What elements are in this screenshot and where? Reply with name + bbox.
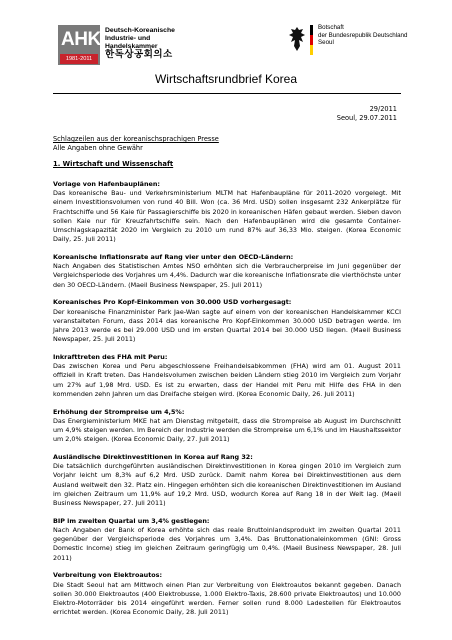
- article-text: Der koreanische Finanzminister Park Jae-Wan sagte auf einem von der koreanischen Handelskammer KCCI veranstalteten Forum, dass 2014 das koreanische Pro Kopf-Einkommen 30.000 USD betragen werde. Im Jahre 2013 werde es bei 29.000 USD und im ersten Quartal 2014 bei 30.000 USD liegen. (Maeil Business Newspaper, 25. Juli 2011): [53, 307, 401, 344]
- source-heading: Schlagzeilen aus der koreanischsprachigen Presse: [53, 135, 219, 143]
- article: [53, 353, 401, 399]
- article-text: Das zwischen Korea und Peru abgeschlossene Freihandelsabkommen (FHA) wird am 01. August 2011 offiziell in Kraft treten. Das Handelsvolumen zwischen beiden Ländern stieg 2010 im Vergleich zum Vorjahr um 27% auf 1,98 Mrd. USD. Es ist zu erwarten, dass der Handel mit Peru mit Hilfe des FHA in den kommenden zehn Jahren um das Dreifache steigen wird. (Korea Economic Daily, 26. Juli 2011): [53, 362, 401, 398]
- article-headline: Erhöhung der Strompreise um 4,5%:: [53, 407, 185, 416]
- article-headline: Verbreitung von Elektroautos:: [53, 571, 163, 580]
- embassy-line-2: der Bundesrepublik Deutschland: [318, 31, 408, 39]
- article: [53, 517, 401, 563]
- article-headline: Vorlage von Hafenbauplänen:: [53, 180, 160, 188]
- article-text: Das Energieministerium MKE hat am Dienstag mitgeteilt, dass die Strompreise ab August im Durchschnitt um 4,9% steigen werden. Im Bereich der Industrie werden die Strompreise um 6,1% und im Haushaltssektor um 2,0% steigen. (Korea Economic Daily, 27. Juli 2011): [53, 416, 401, 444]
- source-disclaimer: Alle Angaben ohne Gewähr: [53, 144, 143, 153]
- article-headline: Inkrafttreten des FHA mit Peru:: [53, 353, 168, 362]
- article: [53, 180, 401, 244]
- article-text: Die tatsächlich durchgeführten ausländischen Direktinvestitionen in Korea gingen 2010 im Vergleich zum Vorjahr leicht um 8,3% auf 6,2 Mrd. USD zurück. Damit nahm Korea bei Direktinvestitionen aus dem Ausland weltweit den 32. Platz ein. Hingegen erhöhten sich die koreanischen Direktinvestitionen im Ausland im gleichen Zeitraum um 11,9% auf 19,2 Mrd. USD, wodurch Korea auf Rang 18 in der Welt lag. (Maeil Business Newspaper, 27. Juli 2011): [53, 462, 401, 508]
- article: [53, 408, 401, 445]
- article-text: Nach Angaben des Statistischen Amtes NSO erhöhten sich die Verbraucherpreise im Juni gegenüber der Vergleichsperiode des Vorjahres um 4,4%. Dadurch war die koreanische Inflationsrate die vierthöchste unter den 30 OECD-Ländern. (Maeil Business Newspaper, 25. Juli 2011): [53, 262, 401, 289]
- issue-place-date: Seoul, 29.07.2011: [336, 114, 397, 123]
- document-title: Wirtschaftsrundbrief Korea: [154, 72, 298, 86]
- article: [53, 253, 401, 290]
- embassy-logo: [288, 24, 448, 58]
- embassy-line-3: Seoul: [318, 39, 334, 47]
- ahk-org-korean-name: 한독상공회의소: [105, 49, 173, 60]
- article-headline: Koreanische Inflationsrate auf Rang vier unter den OECD-Ländern:: [53, 253, 294, 262]
- ahk-logo: [58, 25, 186, 65]
- article-headline: Ausländische Direktinvestitionen in Korea auf Rang 32:: [53, 453, 253, 462]
- title-divider: [53, 93, 401, 94]
- ahk-org-line-1: Deutsch-Koreanische: [105, 27, 175, 34]
- ahk-logo-letters: AHK: [61, 29, 101, 50]
- embassy-name: [318, 24, 407, 47]
- issue-number: 29/2011: [369, 105, 397, 113]
- issue-info: [337, 105, 397, 124]
- federal-eagle-icon: [288, 26, 306, 52]
- german-flag-stripe: [310, 25, 313, 55]
- article-list: [53, 180, 401, 626]
- ahk-anniversary-years: 1981-2011: [60, 54, 98, 64]
- article: [53, 571, 401, 617]
- article: [53, 298, 401, 344]
- article-text: Nach Angaben der Bank of Korea erhöhte sich das reale Bruttoinlandsprodukt im zweiten Quartal 2011 gegenüber der Vergleichsperiode des Vorjahres um 3,4%. Das Bruttonationaleinkommen (GNI: Gross Domestic Income) stieg im gleichen Zeitraum geringfügig um 0,4%. (Maeil Business Newspaper, 28. Juli 2011): [53, 526, 401, 562]
- article: [53, 453, 401, 508]
- embassy-line-1: Botschaft: [318, 24, 344, 31]
- article-headline: Koreanisches Pro Kopf-Einkommen von 30.000 USD vorhergesagt:: [53, 298, 292, 307]
- article-text: Das koreanische Bau- und Verkehrsministerium MLTM hat Hafenbaupläne für 2011-2020 vorgelegt. Mit einem Investitionsvolumen von rund 40 Bill. Won (ca. 36 Mrd. USD) sollen insgesamt 232 Ankerplätze für Frachtschiffe und 56 Kaie für Passagierschiffe bis 2020 in koreanischen Häfen gebaut werden. Sieben davon sollen Kaie nur für Kreuzfahrtschiffe sein. Nach den Hafenbauplänen wird die gesamte Container-Umschlagskapazität 2020 im Vergleich zu 2010 um rund 87% auf 36,33 Mio. steigen. (Korea Economic Daily, 25. Juli 2011): [53, 189, 401, 244]
- source-note: [53, 135, 219, 154]
- article-headline: BIP im zweiten Quartal um 3,4% gestiegen:: [53, 516, 210, 525]
- section-title: 1. Wirtschaft und Wissenschaft: [53, 160, 174, 168]
- ahk-logo-mark: [58, 25, 100, 65]
- article-text: Die Stadt Seoul hat am Mittwoch einen Plan zur Verbreitung von Elektroautos bekannt gegeben. Danach sollen 30.000 Elektroautos (400 Elektrobusse, 1.000 Elektro-Taxis, 28.600 private Elektroautos) und 10.000 Elektro-Motorräder bis 2014 eingeführt werden. Ferner sollen rund 8.000 Ladestellen für Elektroautos errichtet werden. (Korea Economic Daily, 28. Juli 2011): [53, 580, 401, 617]
- ahk-org-line-2: Industrie- und Handelskammer: [105, 35, 158, 51]
